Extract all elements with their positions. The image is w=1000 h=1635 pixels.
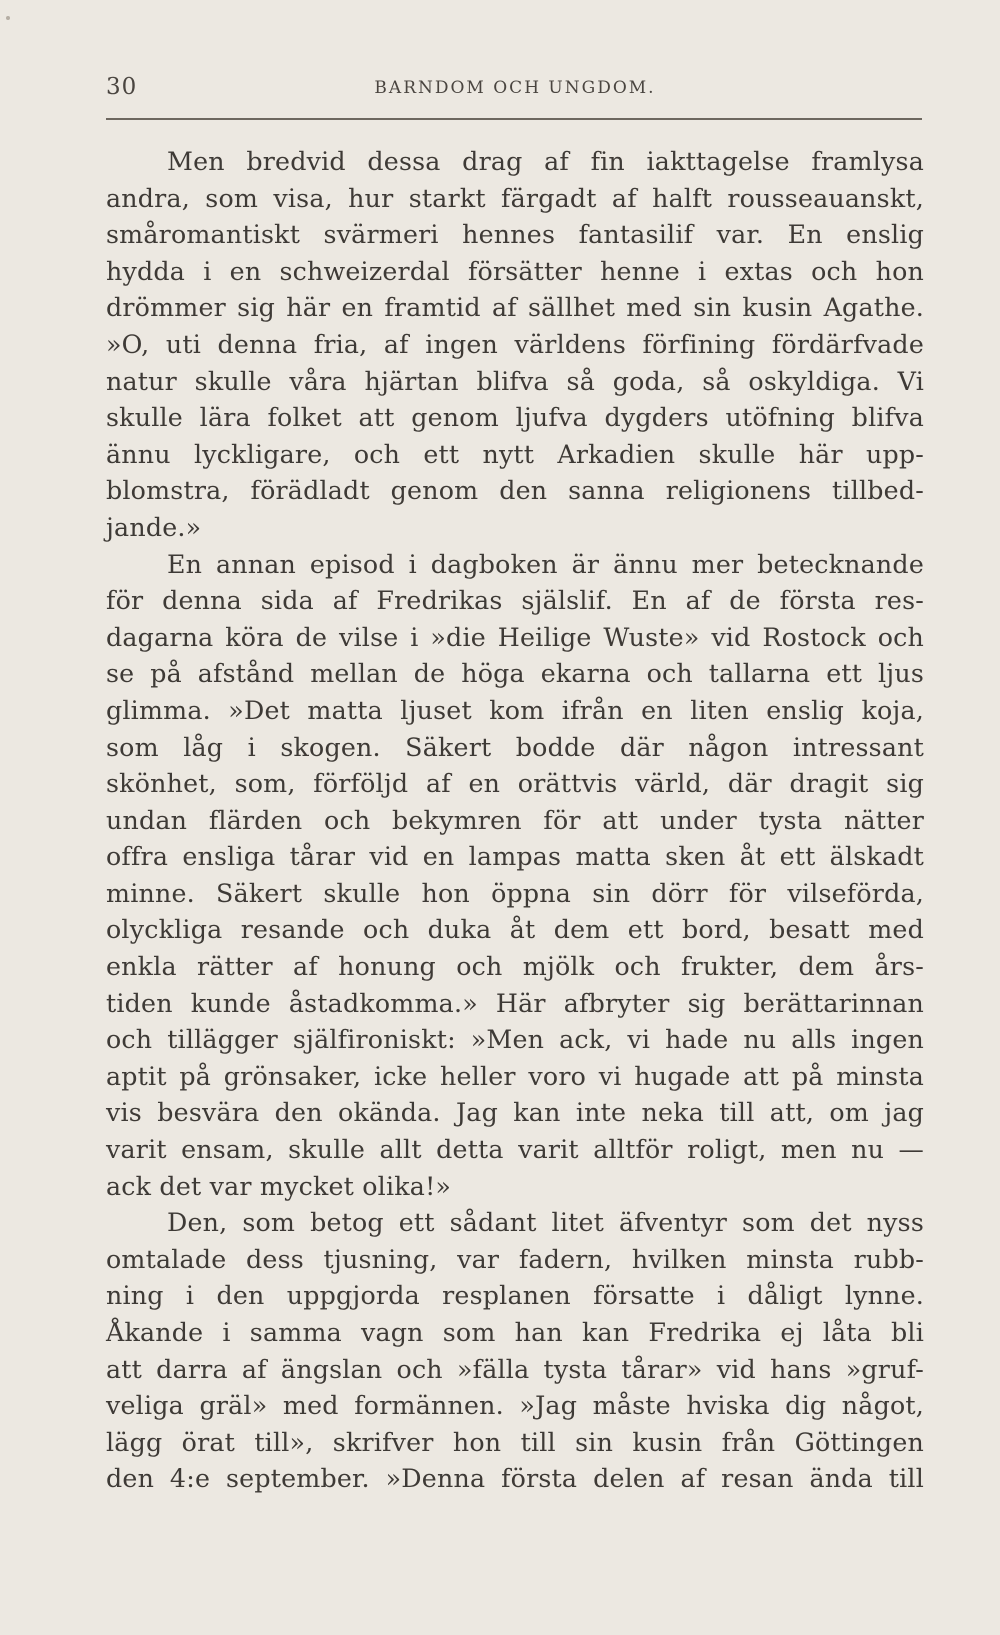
text-line: natur skulle våra hjärtan blifva så goda, så oskyldiga. Vi [106,366,924,396]
text-line: minne. Säkert skulle hon öppna sin dörr för vilseförda, [106,878,924,908]
text-line: skulle lära folket att genom ljufva dygders utöfning blifva [106,403,924,433]
text-line: hydda i en schweizerdal försätter henne i extas och hon [106,256,924,286]
text-line: den 4:e september. »Denna första delen af resan ända till [106,1464,924,1494]
text-line: se på afstånd mellan de höga ekarna och tallarna ett ljus [106,659,924,689]
text-line: olyckliga resande och duka åt dem ett bord, besatt med [106,915,924,945]
header-rule [106,118,922,120]
text-line: offra ensliga tårar vid en lampas matta sken åt ett älskadt [106,842,924,872]
text-line: att darra af ängslan och »fälla tysta tårar» vid hans »gruf- [106,1354,924,1384]
text-line: för denna sida af Fredrikas själslif. En af de första res- [106,586,924,616]
text-line: småromantiskt svärmeri hennes fantasilif var. En enslig [106,220,924,250]
text-line: andra, som visa, hur starkt färgadt af halft rousseauanskt, [106,183,924,213]
text-line: vis besvära den okända. Jag kan inte neka till att, om jag [106,1098,924,1128]
text-line: veliga gräl» med formännen. »Jag måste hviska dig något, [106,1391,924,1421]
page-speck [6,16,10,20]
body-text [106,144,924,1498]
page-header [106,74,924,114]
text-line: omtalade dess tjusning, var fadern, hvilken minsta rubb- [106,1244,924,1274]
text-line: Men bredvid dessa drag af fin iakttagelse framlysa [167,147,924,176]
text-line: dagarna köra de vilse i »die Heilige Wuste» vid Rostock och [106,622,924,652]
text-line: »O, uti denna fria, af ingen världens förfining fördärfvade [106,329,924,359]
text-line: enkla rätter af honung och mjölk och frukter, dem års- [106,952,924,982]
text-line: varit ensam, skulle allt detta varit alltför roligt, men nu — [106,1135,924,1165]
text-line: glimma. »Det matta ljuset kom ifrån en liten enslig koja, [106,695,924,725]
text-line: blomstra, förädladt genom den sanna religionens tillbed- [106,476,924,506]
text-line: aptit på grönsaker, icke heller voro vi hugade att på minsta [106,1061,924,1091]
text-line: ännu lyckligare, och ett nytt Arkadien skulle här upp- [106,439,924,469]
text-line: Den, som betog ett sådant litet äfventyr som det nyss [167,1208,924,1238]
text-line: undan flärden och bekymren för att under tysta nätter [106,805,924,835]
text-line: lägg örat till», skrifver hon till sin kusin från Göttingen [106,1427,924,1457]
text-line: En annan episod i dagboken är ännu mer betecknande [167,549,924,579]
text-line: ning i den uppgjorda resplanen försatte i dåligt lynne. [106,1281,924,1311]
text-line: drömmer sig här en framtid af sällhet med sin kusin Agathe. [106,293,924,323]
page-number: 30 [106,74,138,100]
text-line: skönhet, som, förföljd af en orättvis värld, där dragit sig [106,769,924,799]
text-line: tiden kunde åstadkomma.» Här afbryter sig berättarinnan [106,988,924,1018]
text-line: och tillägger själfironiskt: »Men ack, vi hade nu alls ingen [106,1025,924,1055]
running-head: BARNDOM OCH UNGDOM. [374,78,656,98]
text-line: jande.» [106,512,202,542]
text-line: ack det var mycket olika!» [106,1171,452,1201]
text-line: som låg i skogen. Säkert bodde där någon intressant [106,732,924,762]
text-line: Åkande i samma vagn som han kan Fredrika ej låta bli [106,1318,924,1347]
